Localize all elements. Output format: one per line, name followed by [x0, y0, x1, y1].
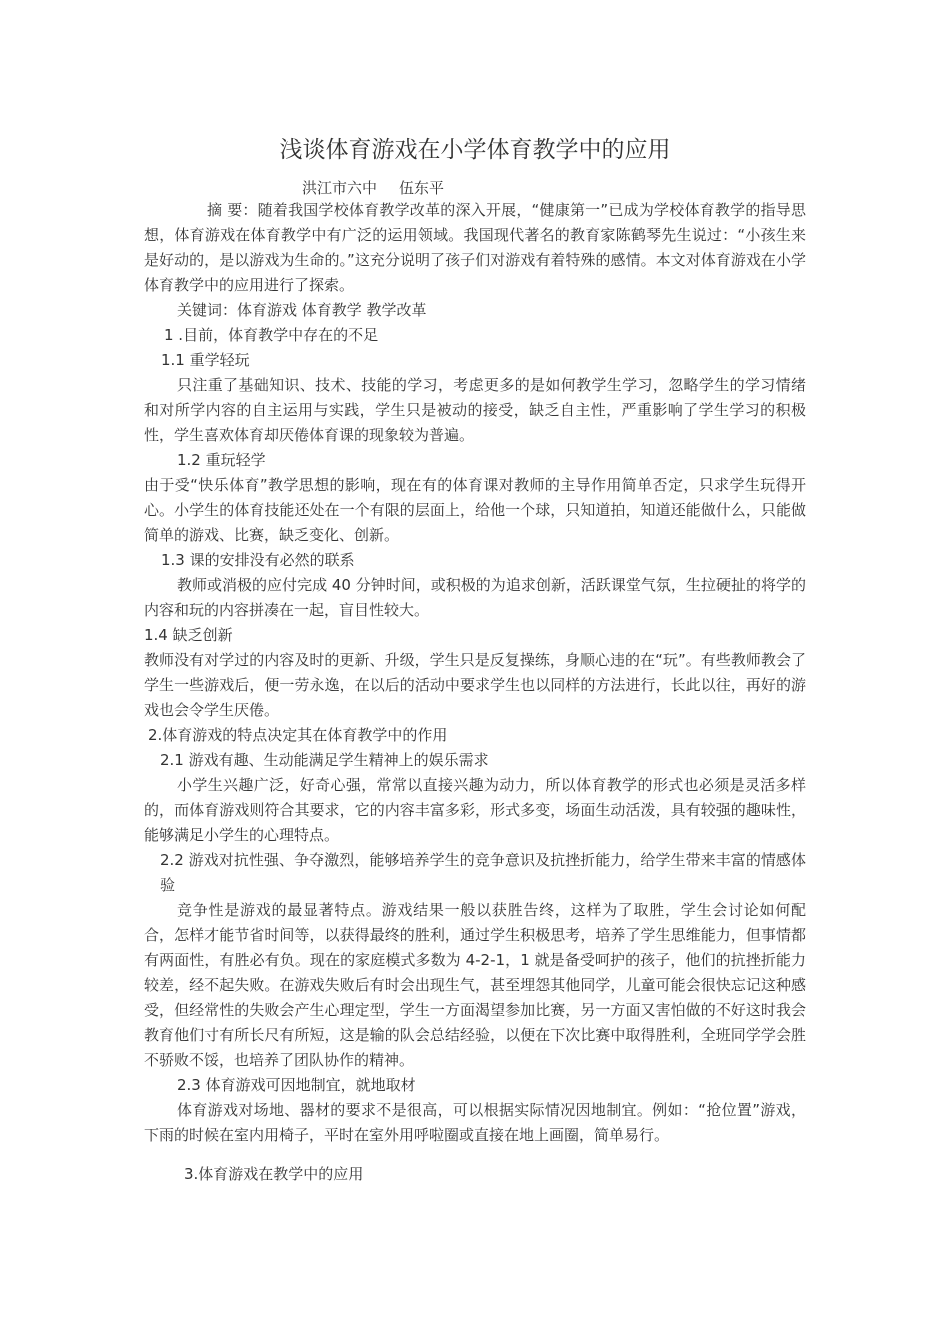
- subsection-heading-2-1: 2.1 游戏有趣、生动能满足学生精神上的娱乐需求: [160, 751, 489, 769]
- paragraph-1-3: 教师或消极的应付完成 40 分钟时间，或积极的为追求创新，活跃课堂气氛，生拉硬扯的将学的内容和玩的内容拼凑在一起，盲目性较大。: [144, 576, 806, 619]
- subsection-heading-2-2: 2.2 游戏对抗性强、争夺激烈，能够培养学生的竞争意识及抗挫折能力，给学生带来丰富的情感体验: [160, 851, 806, 894]
- subsection-heading-1-4: 1.4 缺乏创新: [144, 626, 233, 644]
- paragraph-2-3: 体育游戏对场地、器材的要求不是很高，可以根据实际情况因地制宜。例如：“抢位置”游戏，下雨的时候在室内用椅子，平时在室外用呼啦圈或直接在地上画圈，简单易行。: [144, 1101, 806, 1144]
- section-heading-1: 1 .目前，体育教学中存在的不足: [164, 326, 379, 344]
- paragraph-2-2: 竞争性是游戏的最显著特点。游戏结果一般以获胜告终，这样为了取胜，学生会讨论如何配合，怎样才能节省时间等，以获得最终的胜利，通过学生积极思考，培养了学生思维能力，但事情都有两面性，有胜必有负。现在的家庭模式多数为 4-2-1，1 就是备受呵护的孩子，他们的抗挫折能力较差，经不起失败。在游戏失败后有时会出现生气，甚至埋怨其他同学，儿童可能会很快忘记这种感受，但经常性的失败会产生心理定型，学生一方面渴望参加比赛，另一方面又害怕做的不好这时我会教育他们寸有所长尺有所短，这是输的队会总结经验，以便在下次比赛中取得胜利，全班同学学会胜不骄败不馁，也培养了团队协作的精神。: [144, 901, 806, 1069]
- section-heading-3: 3.体育游戏在教学中的应用: [184, 1165, 364, 1183]
- subsection-heading-1-2: 1.2 重玩轻学: [177, 451, 266, 469]
- paragraph-1-2: 由于受“快乐体育”教学思想的影响，现在有的体育课对教师的主导作用简单否定，只求学生玩得开心。小学生的体育技能还处在一个有限的层面上，给他一个球，只知道拍，知道还能做什么，只能做简单的游戏、比赛，缺乏变化、创新。: [144, 476, 806, 544]
- paragraph-2-1: 小学生兴趣广泛，好奇心强，常常以直接兴趣为动力，所以体育教学的形式也必须是灵活多样的，而体育游戏则符合其要求，它的内容丰富多彩，形式多变，场面生动活泼，具有较强的趣味性，能够满足小学生的心理特点。: [144, 776, 806, 844]
- paragraph-1-1: 只注重了基础知识、技术、技能的学习，考虑更多的是如何教学生学习，忽略学生的学习情绪和对所学内容的自主运用与实践，学生只是被动的接受，缺乏自主性，严重影响了学生学习的积极性，学生喜欢体育却厌倦体育课的现象较为普遍。: [144, 376, 806, 444]
- abstract-paragraph: 摘 要：随着我国学校体育教学改革的深入开展，“健康第一”已成为学校体育教学的指导思想，体育游戏在体育教学中有广泛的运用领域。我国现代著名的教育家陈鹤琴先生说过：“小孩生来是好动的，是以游戏为生命的。”这充分说明了孩子们对游戏有着特殊的感情。本文对体育游戏在小学体育教学中的应用进行了探索。: [144, 201, 806, 294]
- subsection-heading-1-3: 1.3 课的安排没有必然的联系: [161, 551, 355, 569]
- page-title: 浅谈体育游戏在小学体育教学中的应用: [279, 137, 671, 163]
- section-heading-2: 2.体育游戏的特点决定其在体育教学中的作用: [148, 726, 448, 744]
- author-name: 伍东平: [399, 179, 445, 197]
- keywords-line: 关键词：体育游戏 体育教学 教学改革: [177, 301, 427, 319]
- subsection-heading-2-3: 2.3 体育游戏可因地制宜，就地取材: [177, 1076, 416, 1094]
- school-name: 洪江市六中: [302, 179, 378, 197]
- subsection-heading-1-1: 1.1 重学轻玩: [161, 351, 250, 369]
- author-line: [302, 177, 444, 199]
- paragraph-1-4: 教师没有对学过的内容及时的更新、升级，学生只是反复操练，身顺心违的在“玩”。有些教师教会了学生一些游戏后，便一劳永逸，在以后的活动中要求学生也以同样的方法进行，长此以往，再好的游戏也会令学生厌倦。: [144, 651, 806, 719]
- article-body: [144, 198, 806, 1187]
- spacer: [144, 1148, 806, 1162]
